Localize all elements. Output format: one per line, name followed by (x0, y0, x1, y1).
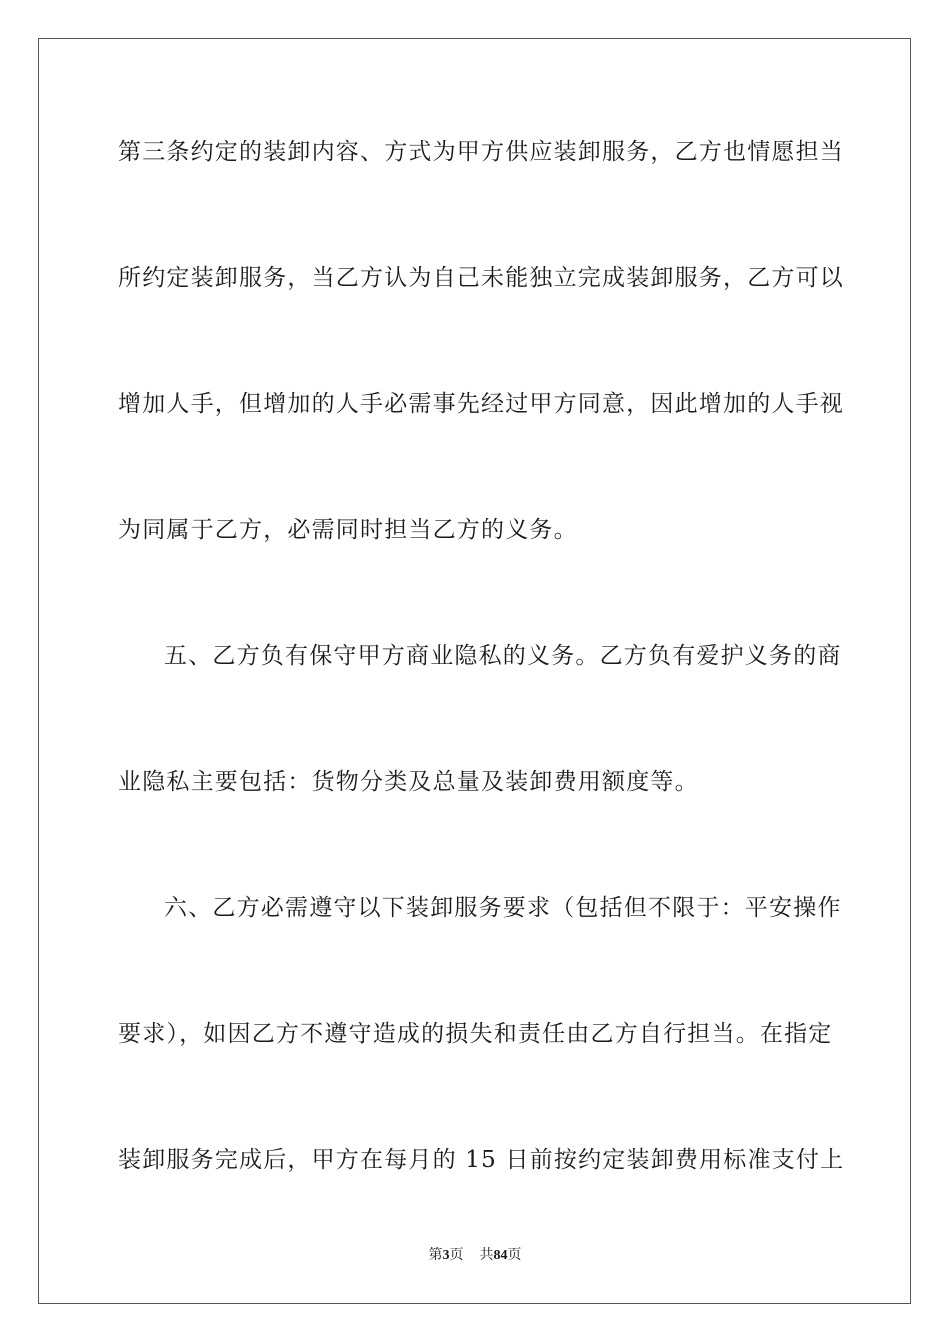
paragraph-start-line: 六、乙方必需遵守以下装卸服务要求（包括但不限于：平安操作 (164, 895, 842, 921)
text-line: 要求），如因乙方不遵守造成的损失和责任由乙方自行担当。在指定 (118, 1021, 833, 1047)
page-suffix: 页 (449, 1247, 464, 1263)
total-prefix: 共 (479, 1247, 494, 1263)
paragraph-start-line: 五、乙方负有保守甲方商业隐私的义务。乙方负有爱护义务的商 (164, 643, 842, 669)
total-suffix: 页 (507, 1247, 522, 1263)
total-pages: 84 (493, 1248, 508, 1263)
document-body (118, 120, 845, 1254)
page-prefix: 第 (428, 1247, 443, 1263)
page-number: 3 (442, 1248, 450, 1263)
page-footer (0, 1246, 950, 1265)
text-line: 增加人手，但增加的人手必需事先经过甲方同意，因此增加的人手视 (118, 391, 844, 417)
text-line: 第三条约定的装卸内容、方式为甲方供应装卸服务，乙方也情愿担当 (118, 139, 844, 165)
text-line: 为同属于乙方，必需同时担当乙方的义务。 (118, 517, 578, 543)
text-line: 装卸服务完成后，甲方在每月的 15 日前按约定装卸费用标准支付上 (118, 1147, 845, 1173)
text-line: 所约定装卸服务，当乙方认为自己未能独立完成装卸服务，乙方可以 (118, 265, 844, 291)
text-line: 业隐私主要包括：货物分类及总量及装卸费用额度等。 (118, 769, 699, 795)
